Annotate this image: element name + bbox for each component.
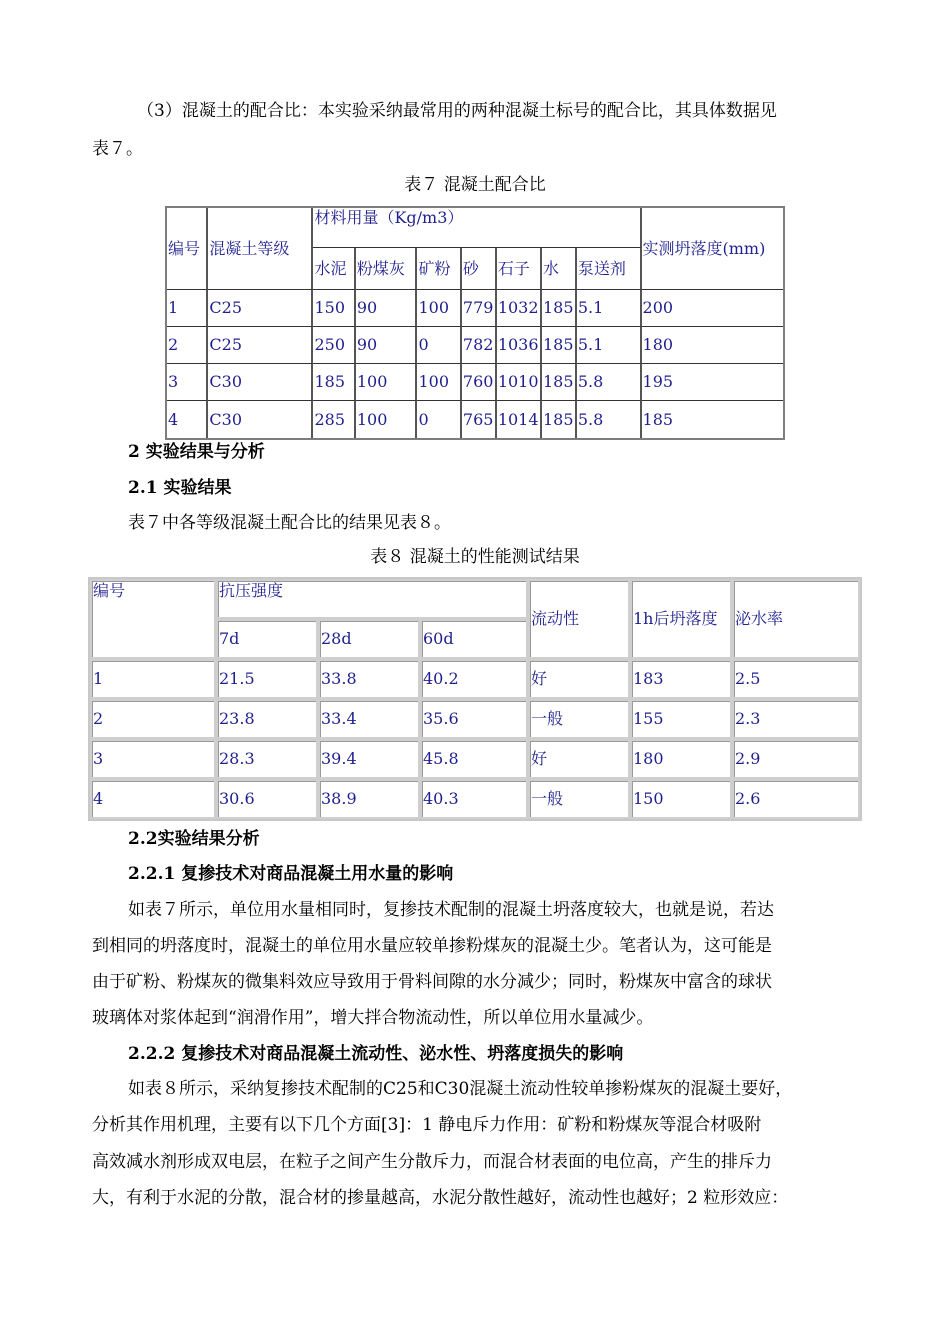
t8-cell: 180 [630,739,732,779]
t7-subheader: 砂 [462,248,497,290]
table7-mix-proportion [165,206,785,440]
t7-cell: 185 [542,290,577,327]
t8-cell: 38.9 [318,779,420,819]
t8-row [90,779,860,819]
t7-row [167,364,783,401]
t7-cell: C30 [208,364,313,401]
t7-cell: 3 [167,364,208,401]
t8-cell: 150 [630,779,732,819]
table8-caption: 表８ 混凝土的性能测试结果 [370,547,580,567]
t7-cell: 5.1 [577,327,642,364]
t8-header-bleeding: 泌水率 [732,579,860,659]
t8-cell: 33.8 [318,659,420,699]
t7-cell: 4 [167,401,208,438]
t8-cell: 35.6 [420,699,528,739]
t8-cell: 一般 [528,699,630,739]
paragraph-221-line: 玻璃体对浆体起到“润滑作用”，增大拌合物流动性，所以单位用水量减少。 [92,1008,654,1028]
t7-cell: 765 [462,401,497,438]
t7-cell: 100 [356,364,418,401]
t8-cell: 23.8 [216,699,318,739]
t7-cell: 0 [417,327,461,364]
section2-heading: 2 实验结果与分析 [128,442,265,462]
t8-cell: 21.5 [216,659,318,699]
paragraph-221-line: 由于矿粉、粉煤灰的微集料效应导致用于骨料间隙的水分减少；同时，粉煤灰中富含的球状 [92,972,772,992]
t7-cell: 5.8 [577,401,642,438]
t7-header-materials: 材料用量（Kg/m3） [313,208,641,248]
t7-cell: C30 [208,401,313,438]
t8-cell: 30.6 [216,779,318,819]
t8-cell: 2.6 [732,779,860,819]
t8-subheader: 7d [216,619,318,659]
t7-cell: 90 [356,327,418,364]
section221-heading: 2.2.1 复掺技术对商品混凝土用水量的影响 [128,864,454,884]
t7-cell: 2 [167,327,208,364]
t7-cell: 180 [642,327,783,364]
t7-cell: 5.1 [577,290,642,327]
t8-cell: 28.3 [216,739,318,779]
t8-cell: 好 [528,739,630,779]
t8-subheader: 28d [318,619,420,659]
t7-header-grade: 混凝土等级 [208,208,313,290]
t8-header-id: 编号 [90,579,216,659]
t7-cell: 285 [313,401,355,438]
t8-cell: 33.4 [318,699,420,739]
t8-row [90,699,860,739]
t7-subheader: 水 [542,248,577,290]
t7-subheader: 粉煤灰 [356,248,418,290]
t8-cell: 2.3 [732,699,860,739]
t8-cell: 40.2 [420,659,528,699]
t8-cell: 183 [630,659,732,699]
section21-text: 表７中各等级混凝土配合比的结果见表８。 [128,513,451,533]
t8-cell: 155 [630,699,732,739]
t7-cell: 200 [642,290,783,327]
section22-heading: 2.2实验结果分析 [128,829,260,849]
t7-cell: 779 [462,290,497,327]
t8-cell: 39.4 [318,739,420,779]
t8-cell: 2.9 [732,739,860,779]
t7-cell: 185 [642,409,674,429]
t7-cell: 1010 [497,364,542,401]
paragraph-221-line: 到相同的坍落度时，混凝土的单位用水量应较单掺粉煤灰的混凝土少。笔者认为，这可能是 [92,936,772,956]
t7-subheader: 石子 [497,248,542,290]
t8-row [90,739,860,779]
t8-cell: 40.3 [420,779,528,819]
t7-cell: 100 [417,290,461,327]
t7-cell: C25 [208,327,313,364]
t7-cell: 0 [417,401,461,438]
t7-subheader: 矿粉 [417,248,461,290]
t7-cell: 185 [313,364,355,401]
section21-heading: 2.1 实验结果 [128,478,232,498]
t7-cell: C25 [208,290,313,327]
paragraph-222-line: 如表８所示，采纳复掺技术配制的C25和C30混凝土流动性较单掺粉煤灰的混凝土要好， [128,1079,793,1099]
intro-line-1: （3）混凝土的配合比：本实验采纳最常用的两种混凝土标号的配合比，其具体数据见 [137,101,777,121]
t7-cell: 5.8 [577,364,642,401]
table8-performance-results [88,577,862,821]
t7-row [167,327,783,364]
t8-header-slump1h: 1h后坍落度 [630,579,732,659]
t7-cell: 1032 [497,290,542,327]
t7-cell: 782 [462,327,497,364]
t7-cell: 1 [167,290,208,327]
t7-subheader: 泵送剂 [577,248,642,290]
paragraph-222-line: 分析其作用机理，主要有以下几个方面[3]：1 静电斥力作用：矿粉和粉煤灰等混合材吸附 [92,1115,762,1135]
t7-cell: 150 [313,290,355,327]
t8-row [90,659,860,699]
t7-cell: 1014 [497,401,542,438]
t8-cell: 45.8 [420,739,528,779]
t7-cell: 185 [542,364,577,401]
t8-cell: 一般 [528,779,630,819]
t7-subheader: 水泥 [313,248,355,290]
t7-row [167,290,783,327]
paragraph-222-line: 高效减水剂形成双电层，在粒子之间产生分散斥力，而混合材表面的电位高，产生的排斥力 [92,1152,772,1172]
t7-cell: 195 [642,364,783,401]
paragraph-221-line: 如表７所示，单位用水量相同时，复掺技术配制的混凝土坍落度较大，也就是说，若达 [128,900,774,920]
table7-caption: 表７ 混凝土配合比 [404,175,546,195]
t7-cell: 1036 [497,327,542,364]
section222-heading: 2.2.2 复掺技术对商品混凝土流动性、泌水性、坍落度损失的影响 [128,1044,624,1064]
t8-cell: 3 [90,739,216,779]
t8-cell: 2 [90,699,216,739]
t7-cell: 100 [417,364,461,401]
t8-header-fluidity: 流动性 [528,579,630,659]
t8-cell: 4 [90,779,216,819]
t7-cell: 185 [542,401,577,438]
t8-cell: 好 [528,659,630,699]
intro-line-2: 表７。 [92,139,143,159]
t7-cell: 100 [356,401,418,438]
t8-cell: 1 [90,659,216,699]
t7-row [167,401,783,438]
t7-cell: 760 [462,364,497,401]
t7-header-slump: 实测坍落度(mm) [642,208,783,290]
t8-cell: 2.5 [732,659,860,699]
paragraph-222-line: 大，有利于水泥的分散，混合材的掺量越高，水泥分散性越好，流动性也越好；2 粒形效应： [92,1188,789,1208]
t7-cell: 250 [313,327,355,364]
t7-header-id: 编号 [167,208,208,290]
t8-header-strength: 抗压强度 [216,579,528,619]
t7-cell: 185 [542,327,577,364]
t7-cell: 90 [356,290,418,327]
t8-subheader: 60d [420,619,528,659]
